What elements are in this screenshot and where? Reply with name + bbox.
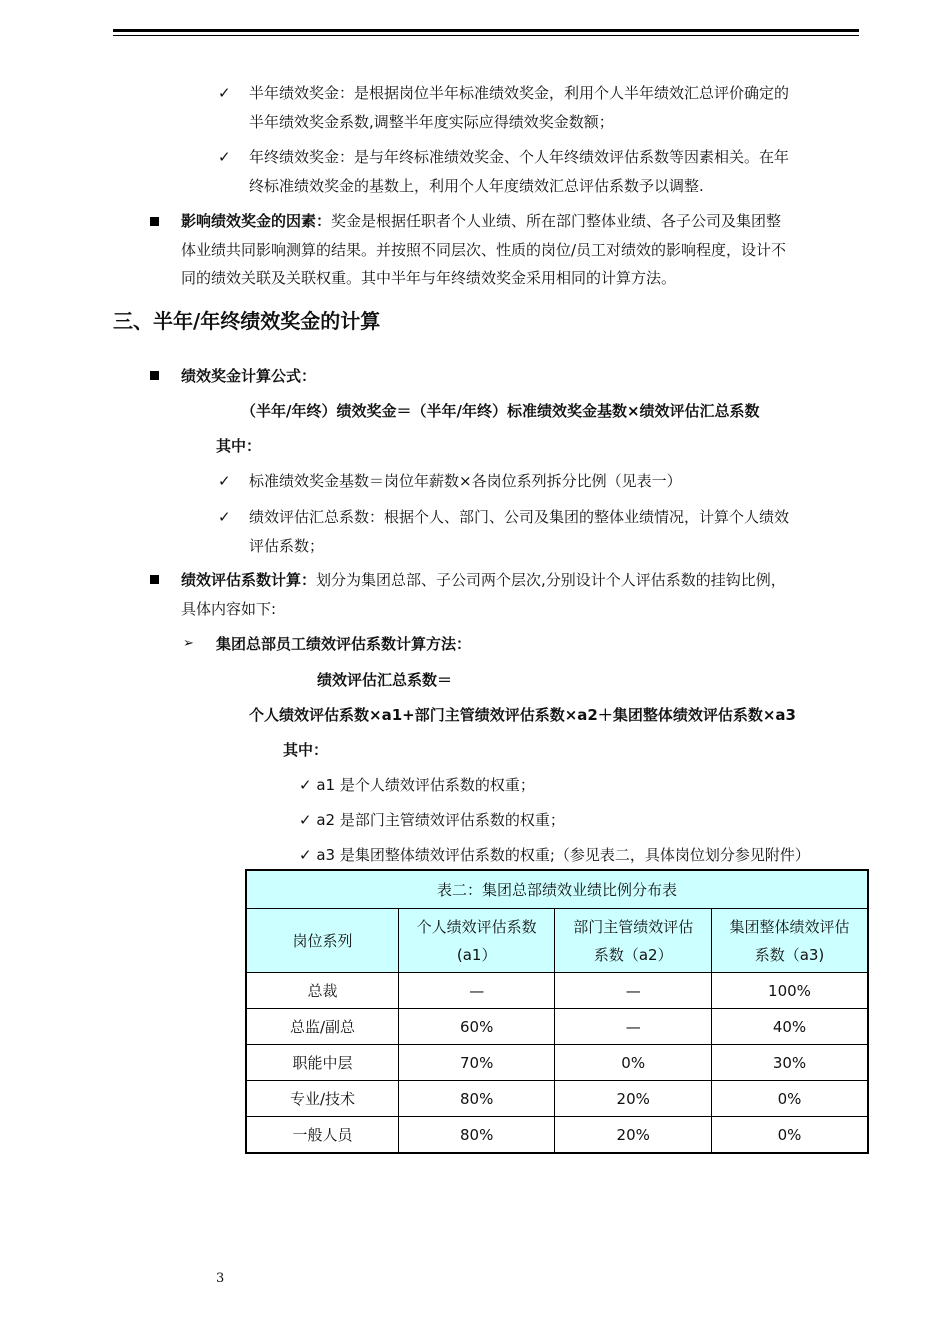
table-cell: 0% bbox=[555, 1045, 712, 1081]
table-row bbox=[246, 1045, 868, 1081]
weight-a1-note: ✓ a1 是个人绩效评估系数的权重； bbox=[299, 776, 535, 794]
weight-a3-note: ✓ a3 是集团整体绩效评估系数的权重;（参见表二，具体岗位划分参见附件） bbox=[299, 846, 810, 864]
table-cell: 20% bbox=[555, 1117, 712, 1154]
coef-label: 绩效评估系数计算： bbox=[181, 571, 317, 589]
summary-coef-def-line2: 评估系数； bbox=[249, 537, 325, 555]
square-bullet-icon bbox=[150, 371, 159, 380]
table-cell: 70% bbox=[398, 1045, 555, 1081]
table-cell: — bbox=[555, 1009, 712, 1045]
square-bullet-icon bbox=[150, 575, 159, 584]
square-bullet-icon bbox=[150, 217, 159, 226]
header-rule-thin bbox=[113, 35, 859, 36]
table-cell: 60% bbox=[398, 1009, 555, 1045]
coef-text: 划分为集团总部、子公司两个层次,分别设计个人评估系数的挂钩比例， bbox=[316, 571, 786, 589]
header-position-series: 岗位系列 bbox=[246, 909, 398, 973]
table-row bbox=[246, 973, 868, 1009]
table-row bbox=[246, 1117, 868, 1154]
section-heading: 三、半年/年终绩效奖金的计算 bbox=[113, 309, 381, 333]
table-row bbox=[246, 1009, 868, 1045]
hq-ratio-table bbox=[245, 869, 869, 1154]
table-cell: — bbox=[398, 973, 555, 1009]
table-cell: 专业/技术 bbox=[246, 1081, 398, 1117]
formula-main: （半年/年终）绩效奖金＝（半年/年终）标准绩效奖金基数×绩效评估汇总系数 bbox=[241, 402, 760, 420]
coef-line2: 具体内容如下: bbox=[181, 600, 277, 618]
table-header-row bbox=[246, 909, 868, 973]
header-rule-thick bbox=[113, 29, 859, 32]
coef-line1 bbox=[181, 570, 786, 590]
bullet-year-end-line2: 终标准绩效奖金的基数上，利用个人年度绩效汇总评估系数予以调整. bbox=[249, 177, 704, 195]
hq-formula-line1: 绩效评估汇总系数＝ bbox=[317, 671, 453, 689]
hq-formula-line2: 个人绩效评估系数×a1+部门主管绩效评估系数×a2＋集团整体绩效评估系数×a3 bbox=[249, 706, 796, 724]
factors-text: 奖金是根据任职者个人业绩、所在部门整体业绩、各子公司及集团整 bbox=[331, 212, 782, 230]
table-cell: 总监/副总 bbox=[246, 1009, 398, 1045]
table-cell: 0% bbox=[711, 1081, 868, 1117]
factors-line1 bbox=[181, 211, 781, 231]
bullet-half-year-line2: 半年绩效奖金系数,调整半年度实际应得绩效奖金数额； bbox=[249, 113, 614, 131]
formula-where: 其中： bbox=[216, 437, 262, 455]
check-icon: ✓ bbox=[218, 472, 231, 490]
check-icon: ✓ bbox=[218, 148, 231, 166]
header-a2: 部门主管绩效评估 系数（a2） bbox=[555, 909, 712, 973]
hq-where: 其中： bbox=[283, 741, 329, 759]
check-icon: ✓ bbox=[218, 508, 231, 526]
arrow-bullet-icon: ➢ bbox=[183, 636, 194, 651]
summary-coef-def-line1: 绩效评估汇总系数：根据个人、部门、公司及集团的整体业绩情况，计算个人绩效 bbox=[249, 508, 790, 526]
header-a3: 集团整体绩效评估 系数（a3) bbox=[711, 909, 868, 973]
bullet-half-year-line1: 半年绩效奖金：是根据岗位半年标准绩效奖金，利用个人半年绩效汇总评价确定的 bbox=[249, 84, 790, 102]
table-cell: 总裁 bbox=[246, 973, 398, 1009]
table-cell: 一般人员 bbox=[246, 1117, 398, 1154]
table-cell: — bbox=[555, 973, 712, 1009]
standard-base-def: 标准绩效奖金基数＝岗位年薪数×各岗位系列拆分比例（见表一） bbox=[249, 472, 682, 490]
hq-method-title: 集团总部员工绩效评估系数计算方法： bbox=[216, 635, 472, 653]
bullet-year-end-line1: 年终绩效奖金：是与年终标准绩效奖金、个人年终绩效评估系数等因素相关。在年 bbox=[249, 148, 790, 166]
check-icon: ✓ bbox=[218, 84, 231, 102]
table-cell: 20% bbox=[555, 1081, 712, 1117]
table-cell: 100% bbox=[711, 973, 868, 1009]
weight-a2-note: ✓ a2 是部门主管绩效评估系数的权重； bbox=[299, 811, 565, 829]
table-cell: 80% bbox=[398, 1081, 555, 1117]
table-caption-row bbox=[246, 870, 868, 909]
table-row bbox=[246, 1081, 868, 1117]
table-cell: 职能中层 bbox=[246, 1045, 398, 1081]
header-a1: 个人绩效评估系数 (a1） bbox=[398, 909, 555, 973]
factors-label: 影响绩效奖金的因素： bbox=[181, 212, 332, 230]
table-cell: 0% bbox=[711, 1117, 868, 1154]
page-number: 3 bbox=[216, 1271, 225, 1286]
table-caption: 表二：集团总部绩效业绩比例分布表 bbox=[246, 870, 868, 909]
formula-label: 绩效奖金计算公式： bbox=[181, 367, 317, 385]
factors-line2: 体业绩共同影响测算的结果。并按照不同层次、性质的岗位/员工对绩效的影响程度，设计不 bbox=[181, 241, 787, 259]
factors-line3: 同的绩效关联及关联权重。其中半年与年终绩效奖金采用相同的计算方法。 bbox=[181, 269, 677, 287]
table-cell: 30% bbox=[711, 1045, 868, 1081]
table-cell: 80% bbox=[398, 1117, 555, 1154]
table-cell: 40% bbox=[711, 1009, 868, 1045]
